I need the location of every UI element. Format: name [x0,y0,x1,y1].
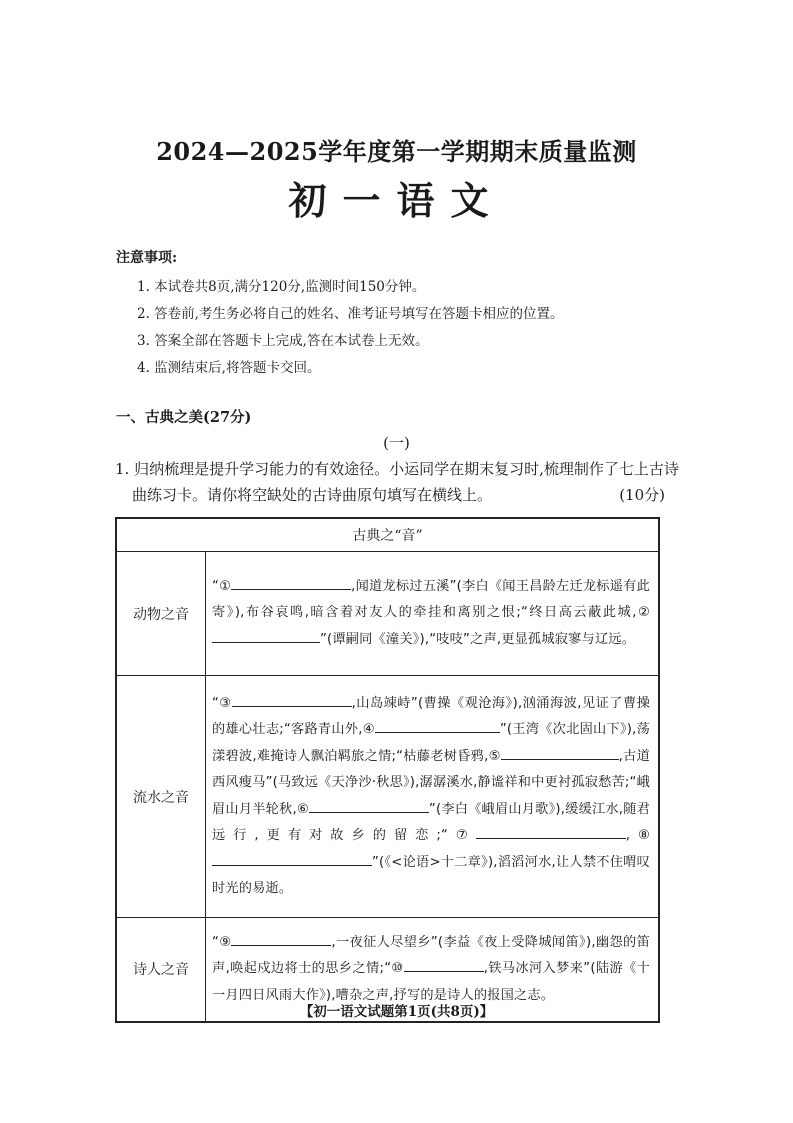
note-item: 4. 监测结束后,将答题卡交回。 [137,360,321,376]
row-text [206,676,660,918]
question-text: 曲练习卡。请你将空缺处的古诗曲原句填写在横线上。 [132,486,493,504]
row-text [206,552,660,676]
text-segment: ”(谭嗣同《潼关》),“吱吱”之声,更显孤城寂寥与辽远。 [320,631,636,647]
notes-heading: 注意事项: [116,250,178,266]
text-segment: ,闻道龙标过五溪”(李白《闻王昌龄左迁龙标遥有此寄》),布谷哀鸣,暗含着对友人的牵挂和离别之恨;“终日高云蔽此城,② [212,578,650,621]
answer-blank[interactable] [476,823,626,839]
question-text: 1. 归纳梳理是提升学习能力的有效途径。小运同学在期末复习时,梳理制作了七上古诗 [115,460,679,478]
text-segment: ,一夜征人尽望乡”(李益《夜上受降城闻笛》),幽怨的笛声,唤起戍边将士的思乡之情;“⑩ [212,934,650,976]
part-label: (一) [383,434,410,452]
text-segment: “③ [212,695,232,711]
question-text-line2 [115,482,665,508]
question-1 [115,456,679,508]
answer-blank[interactable] [232,691,352,707]
row-label: 流水之音 [116,676,206,918]
text-segment: ,古道西风瘦马”(马致远《天净沙·秋思》),潺潺溪水,静谧祥和中更衬孤寂愁苦;“峨眉山月半轮秋,⑥ [212,748,650,817]
answer-blank[interactable] [404,956,484,972]
text-segment: “① [212,578,232,594]
text-segment: ,⑧ [625,828,650,843]
exam-title: 2024—2025学年度第一学期期末质量监测 [156,137,637,166]
answer-blank[interactable] [501,744,619,760]
row-label: 动物之音 [116,552,206,676]
page-footer: 【初一语文试题第1页(共8页)】 [299,1004,494,1020]
question-score: (10分) [619,486,665,504]
answer-blank[interactable] [231,930,331,946]
note-item: 2. 答卷前,考生务必将自己的姓名、准考证号填写在答题卡相应的位置。 [137,306,564,322]
text-segment: “⑨ [212,934,232,950]
note-item: 1. 本试卷共8页,满分120分,监测时间150分钟。 [137,279,426,295]
answer-blank[interactable] [309,797,429,813]
text-segment: ”(王湾《次北固山下》),荡漾碧波,难掩诗人飘泊羁旅之情;“枯藤老树昏鸦,⑤ [212,722,650,764]
subject-title: 初一语文 [288,178,505,223]
card-title: 古典之“音” [116,518,659,552]
section-heading: 一、古典之美(27分) [116,409,252,426]
notes-list [137,274,563,382]
text-segment: ,山岛竦峙”(曹操《观沧海》),汹涌海波,见证了曹操的雄心壮志;“客路青山外,④ [212,695,650,737]
text-segment: ”(李白《峨眉山月歌》),缓缓江水,随君远行,更有对故乡的留恋;“⑦ [212,801,650,843]
text-segment: ,铁马冰河入梦来”(陆游《十一月四日风雨大作》),嘈杂之声,抒写的是诗人的报国之志。 [212,961,650,1003]
answer-blank[interactable] [212,850,372,866]
row-label: 诗人之音 [116,918,206,1022]
answer-blank[interactable] [212,627,320,643]
practice-card [115,517,660,1023]
note-item: 3. 答案全部在答题卡上完成,答在本试卷上无效。 [137,333,429,349]
text-segment: ”(《<论语>十二章》),滔滔河水,让人禁不住喟叹时光的易逝。 [212,854,650,896]
answer-blank[interactable] [375,717,500,733]
answer-blank[interactable] [231,574,351,590]
